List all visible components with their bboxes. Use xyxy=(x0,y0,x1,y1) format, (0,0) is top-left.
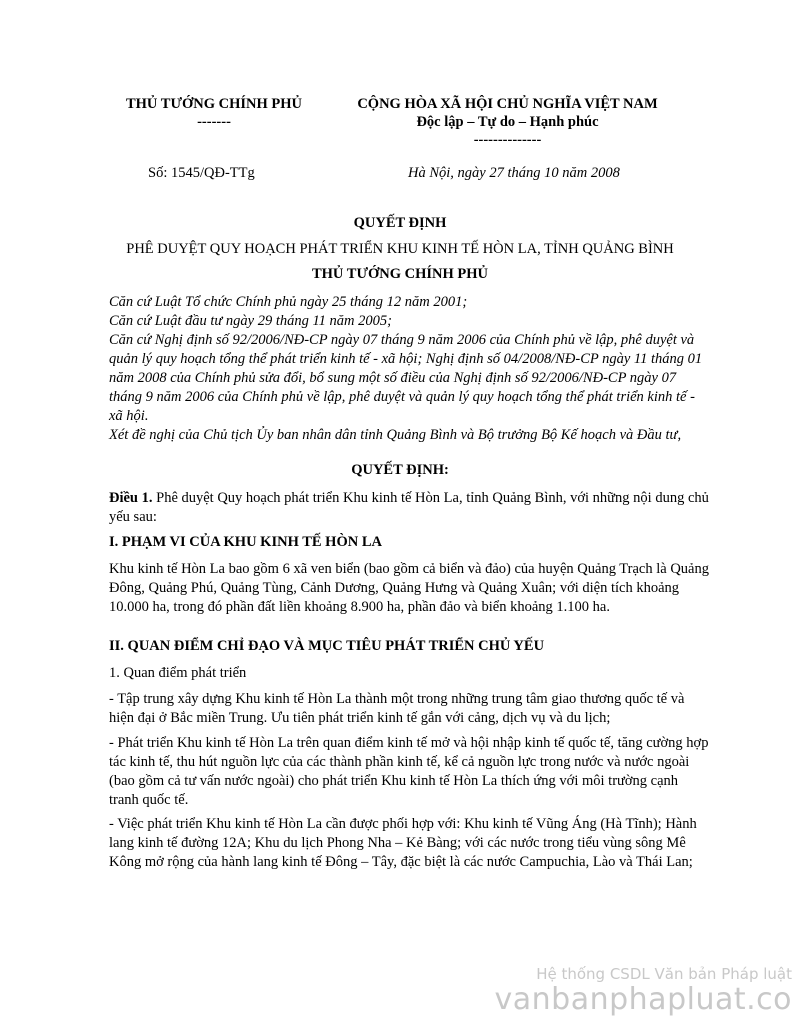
national-title: CỘNG HÒA XÃ HỘI CHỦ NGHĨA VIỆT NAM xyxy=(357,96,658,112)
national-motto-separator: -------------- xyxy=(473,132,542,148)
article-1 xyxy=(109,489,709,527)
watermark-site: vanbanphapluat.co xyxy=(494,982,792,1017)
issuing-authority-name: THỦ TƯỚNG CHÍNH PHỦ xyxy=(125,96,303,112)
article-1-text: Phê duyệt Quy hoạch phát triển Khu kinh tế Hòn La, tỉnh Quảng Bình, với những nội dung chủ yếu sau: xyxy=(109,490,709,525)
issuing-authority-separator: ------- xyxy=(197,114,231,130)
decision-heading: QUYẾT ĐỊNH: xyxy=(351,462,449,478)
section-2-item: - Phát triển Khu kinh tế Hòn La trên quan điểm kinh tế mở và hội nhập kinh tế quốc tế, tăng cường hợp tác kinh tế, thu hút nguồn lực của các thành phần kinh tế, kể cả nguồn lực trong nước và nước ngoài (bao gồm cả tư vấn nước ngoài) cho phát triển Khu kinh tế Hòn La thích ứng với môi trường cạnh tranh quốc tế. xyxy=(109,735,709,808)
legal-basis xyxy=(109,293,709,445)
watermark-tagline: Hệ thống CSDL Văn bản Pháp luật xyxy=(536,965,792,983)
national-motto: Độc lập – Tự do – Hạnh phúc xyxy=(416,114,599,130)
document-issuer: THỦ TƯỚNG CHÍNH PHỦ xyxy=(311,266,489,282)
article-1-label: Điều 1. xyxy=(109,490,153,506)
legal-basis-item: Căn cứ Nghị định số 92/2006/NĐ-CP ngày 07 tháng 9 năm 2006 của Chính phủ về lập, phê duyệt và quản lý quy hoạch tổng thể phát triển kinh tế - xã hội; Nghị định số 04/2008/NĐ-CP ngày 11 tháng 01 năm 2008 của Chính phủ sửa đổi, bổ sung một số điều của Nghị định số 92/2006/NĐ-CP ngày 07 tháng 9 năm 2006 của Chính phủ về lập, phê duyệt và quản lý quy hoạch tổng thể phát triển kinh tế - xã hội. xyxy=(109,332,703,424)
legal-basis-item: Xét đề nghị của Chủ tịch Ủy ban nhân dân tỉnh Quảng Bình và Bộ trưởng Bộ Kế hoạch và Đầu tư, xyxy=(109,427,682,443)
document-subject: PHÊ DUYỆT QUY HOẠCH PHÁT TRIỂN KHU KINH TẾ HÒN LA, TỈNH QUẢNG BÌNH xyxy=(126,241,674,257)
document-type: QUYẾT ĐỊNH xyxy=(353,215,447,231)
section-1-heading: I. PHẠM VI CỦA KHU KINH TẾ HÒN LA xyxy=(109,534,382,550)
section-2-item: - Tập trung xây dựng Khu kinh tế Hòn La thành một trong những trung tâm giao thương quốc tế và hiện đại ở Bắc miền Trung. Ưu tiên phát triển kinh tế gắn với cảng, dịch vụ và du lịch; xyxy=(109,691,685,726)
document-date: Hà Nội, ngày 27 tháng 10 năm 2008 xyxy=(408,165,620,181)
section-2-item: - Việc phát triển Khu kinh tế Hòn La cần được phối hợp với: Khu kinh tế Vũng Áng (Hà Tĩnh); Hành lang kinh tế đường 12A; Khu du lịch Phong Nha – Kẻ Bàng; với các nước trong tiểu vùng sông Mê Kông mở rộng của hành lang kinh tế Đông – Tây, đặc biệt là các nước Campuchia, Lào và Thái Lan; xyxy=(109,816,697,870)
national-header xyxy=(345,95,670,149)
document-number: Số: 1545/QĐ-TTg xyxy=(148,165,255,181)
legal-basis-item: Căn cứ Luật Tổ chức Chính phủ ngày 25 tháng 12 năm 2001; xyxy=(109,294,468,310)
section-2-subheading: 1. Quan điểm phát triển xyxy=(109,665,247,681)
section-1-text: Khu kinh tế Hòn La bao gồm 6 xã ven biển (bao gồm cả biển và đảo) của huyện Quảng Trạch là Quảng Đông, Quảng Phú, Quảng Tùng, Cảnh Dương, Quảng Hưng và Quảng Xuân; với diện tích khoảng 10.000 ha, trong đó phần đất liền khoảng 8.900 ha, phần đảo và biển khoảng 1.100 ha. xyxy=(109,561,709,615)
issuing-authority xyxy=(100,95,328,131)
legal-basis-item: Căn cứ Luật đầu tư ngày 29 tháng 11 năm 2005; xyxy=(109,313,392,329)
section-2-heading: II. QUAN ĐIỂM CHỈ ĐẠO VÀ MỤC TIÊU PHÁT TRIỂN CHỦ YẾU xyxy=(109,638,545,654)
